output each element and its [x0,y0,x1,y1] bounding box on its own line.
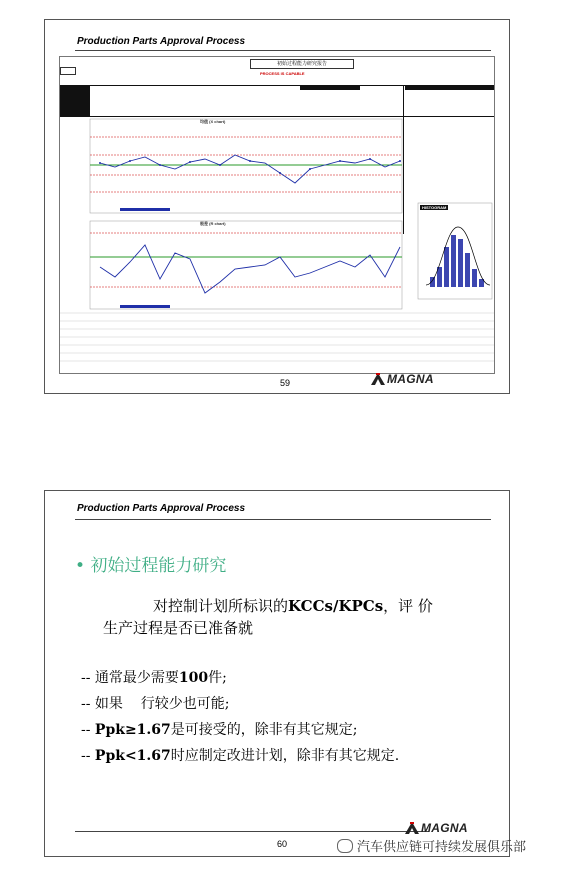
para-text-tail: ，评 价 [383,597,433,615]
magna-mark-icon [405,822,419,834]
slide-59 [44,19,510,394]
bullet-dot-icon: • [75,556,91,576]
item-tail: 时应制定改进计划，除非有其它规定. [170,748,400,764]
dash: -- [81,748,91,764]
item-bold: Ppk<1.67 [94,748,171,764]
paragraph-line-1 [153,595,433,616]
bullet-heading-text: 初始过程能力研究 [90,556,227,576]
header-label-block [60,86,90,116]
r-legend [120,305,170,308]
form-title: 初始过程能力研究报告 [250,59,354,69]
slide-60 [44,490,510,857]
para-bold: KCCs/KPCs [288,597,384,615]
magna-mark-icon [371,373,385,385]
magna-logo [371,372,434,386]
item-tail: 件; [208,670,227,686]
title-divider [75,50,491,51]
dash: -- [81,670,91,686]
xbar-gridlines [90,137,402,192]
item-text: 通常最少需要 [94,670,179,686]
list-item [81,693,229,713]
wechat-icon [337,839,353,853]
slide-title: Production Parts Approval Process [77,503,246,514]
dash: -- [81,722,91,738]
list-item [81,719,358,739]
histogram-label: HISTOGRAM [422,205,447,210]
list-item [81,667,227,687]
xbar-chart-label: 均值 (X chart) [200,119,226,124]
magna-logo [405,821,468,835]
watermark [337,836,526,855]
list-item [81,745,399,765]
form-status: PROCESS IS CAPABLE [260,71,305,76]
logo-text: MAGNA [387,372,434,386]
logo-text: MAGNA [421,821,468,835]
control-charts [60,117,494,373]
header-block-a [300,86,360,90]
r-chart-label: 极差 (R chart) [200,221,226,226]
page-number: 59 [280,378,291,388]
bullet-heading [75,551,226,576]
item-bold: Ppk≥1.67 [94,722,171,738]
xbar-series [100,155,400,183]
page-number: 60 [277,839,288,849]
item-text: 如果 行较少也可能; [94,696,230,712]
item-tail: 是可接受的，除非有其它规定; [170,722,358,738]
title-divider [75,519,491,520]
dash: -- [81,696,91,712]
capability-study-form [59,56,495,374]
flag-icon [60,67,76,75]
xbar-legend [120,208,170,211]
header-block-b [405,86,494,90]
footer-divider [75,831,429,832]
item-bold: 100 [178,670,209,686]
slide-title: Production Parts Approval Process [77,36,246,47]
r-series [100,245,400,293]
paragraph-line-2: 生产过程是否已准备就 [103,619,254,637]
para-text: 对控制计划所标识的 [153,597,289,615]
watermark-text: 汽车供应链可持续发展俱乐部 [357,840,527,855]
